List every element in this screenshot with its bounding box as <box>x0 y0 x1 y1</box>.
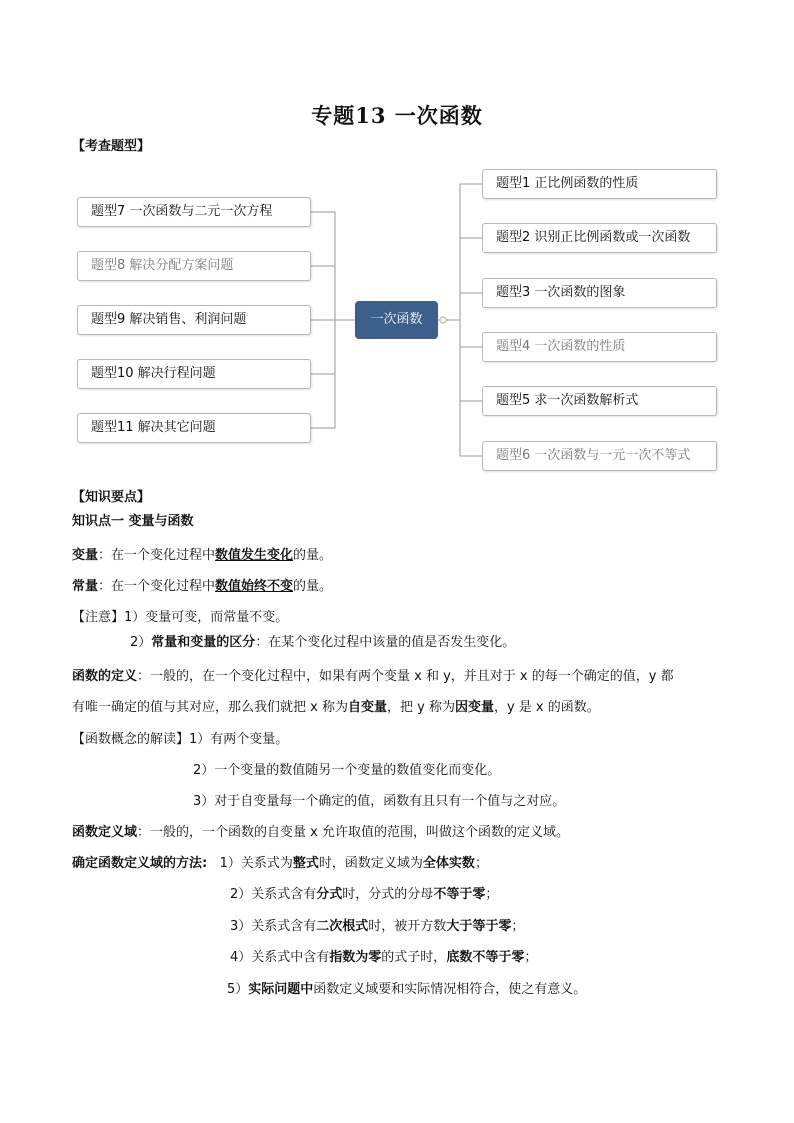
note-line-1: 【注意】1）变量可变，而常量不变。 <box>72 610 289 625</box>
reading-line-1: 【函数概念的解读】1）有两个变量。 <box>72 732 289 747</box>
page-title: 专题13 一次函数 <box>311 103 483 128</box>
domain-method-line-2: 2）关系式含有分式时，分式的分母不等于零； <box>230 887 499 902</box>
section-exam-types: 【考查题型】 <box>72 139 151 154</box>
mindmap-node-type4[interactable]: 题型4 一次函数的性质 <box>482 332 717 362</box>
function-def-line-2: 有唯一确定的值与其对应，那么我们就把 x 称为自变量，把 y 称为因变量，y 是 x 的函数。 <box>72 700 600 715</box>
section-knowledge: 【知识要点】 <box>72 490 151 505</box>
mindmap-node-type8[interactable]: 题型8 解决分配方案问题 <box>77 251 311 281</box>
mindmap-node-type3[interactable]: 题型3 一次函数的图象 <box>482 278 717 308</box>
domain-method-line-4: 4）关系式中含有指数为零的式子时，底数不等于零； <box>230 950 538 965</box>
mindmap-center-node[interactable]: 一次函数 <box>355 301 438 339</box>
reading-line-2: 2）一个变量的数值随另一个变量的数值变化而变化。 <box>193 763 501 778</box>
mindmap-node-type11[interactable]: 题型11 解决其它问题 <box>77 413 311 443</box>
mindmap-node-type7[interactable]: 题型7 一次函数与二元一次方程 <box>77 197 311 227</box>
mindmap-node-type6[interactable]: 题型6 一次函数与一元一次不等式 <box>482 441 717 471</box>
collapse-node-icon <box>440 317 446 323</box>
domain-method-line-5: 5）实际问题中函数定义域要和实际情况相符合，使之有意义。 <box>227 982 587 997</box>
reading-line-3: 3）对于自变量每一个确定的值，函数有且只有一个值与之对应。 <box>193 794 566 809</box>
kp1-title: 知识点一 变量与函数 <box>72 514 194 529</box>
mindmap-node-type5[interactable]: 题型5 求一次函数解析式 <box>482 386 717 416</box>
function-def-line-1: 函数的定义：一般的，在一个变化过程中，如果有两个变量 x 和 y，并且对于 x 的每一个确定的值，y 都 <box>72 669 674 684</box>
variable-def: 变量：在一个变化过程中数值发生变化的量。 <box>72 548 333 563</box>
mindmap-node-type1[interactable]: 题型1 正比例函数的性质 <box>482 169 717 199</box>
domain-method-line-3: 3）关系式含有二次根式时，被开方数大于等于零； <box>230 919 525 934</box>
constant-def: 常量：在一个变化过程中数值始终不变的量。 <box>72 579 333 594</box>
mindmap-node-type9[interactable]: 题型9 解决销售、利润问题 <box>77 305 311 335</box>
note-line-2: 2）常量和变量的区分：在某个变化过程中该量的值是否发生变化。 <box>130 635 516 650</box>
domain-method-line-1: 确定函数定义域的方法: 1）关系式为整式时，函数定义域为全体实数； <box>72 856 488 871</box>
mindmap-node-type10[interactable]: 题型10 解决行程问题 <box>77 359 311 389</box>
domain-def: 函数定义域：一般的，一个函数的自变量 x 允许取值的范围，叫做这个函数的定义域。 <box>72 825 569 840</box>
mindmap-node-type2[interactable]: 题型2 识别正比例函数或一次函数 <box>482 223 717 253</box>
